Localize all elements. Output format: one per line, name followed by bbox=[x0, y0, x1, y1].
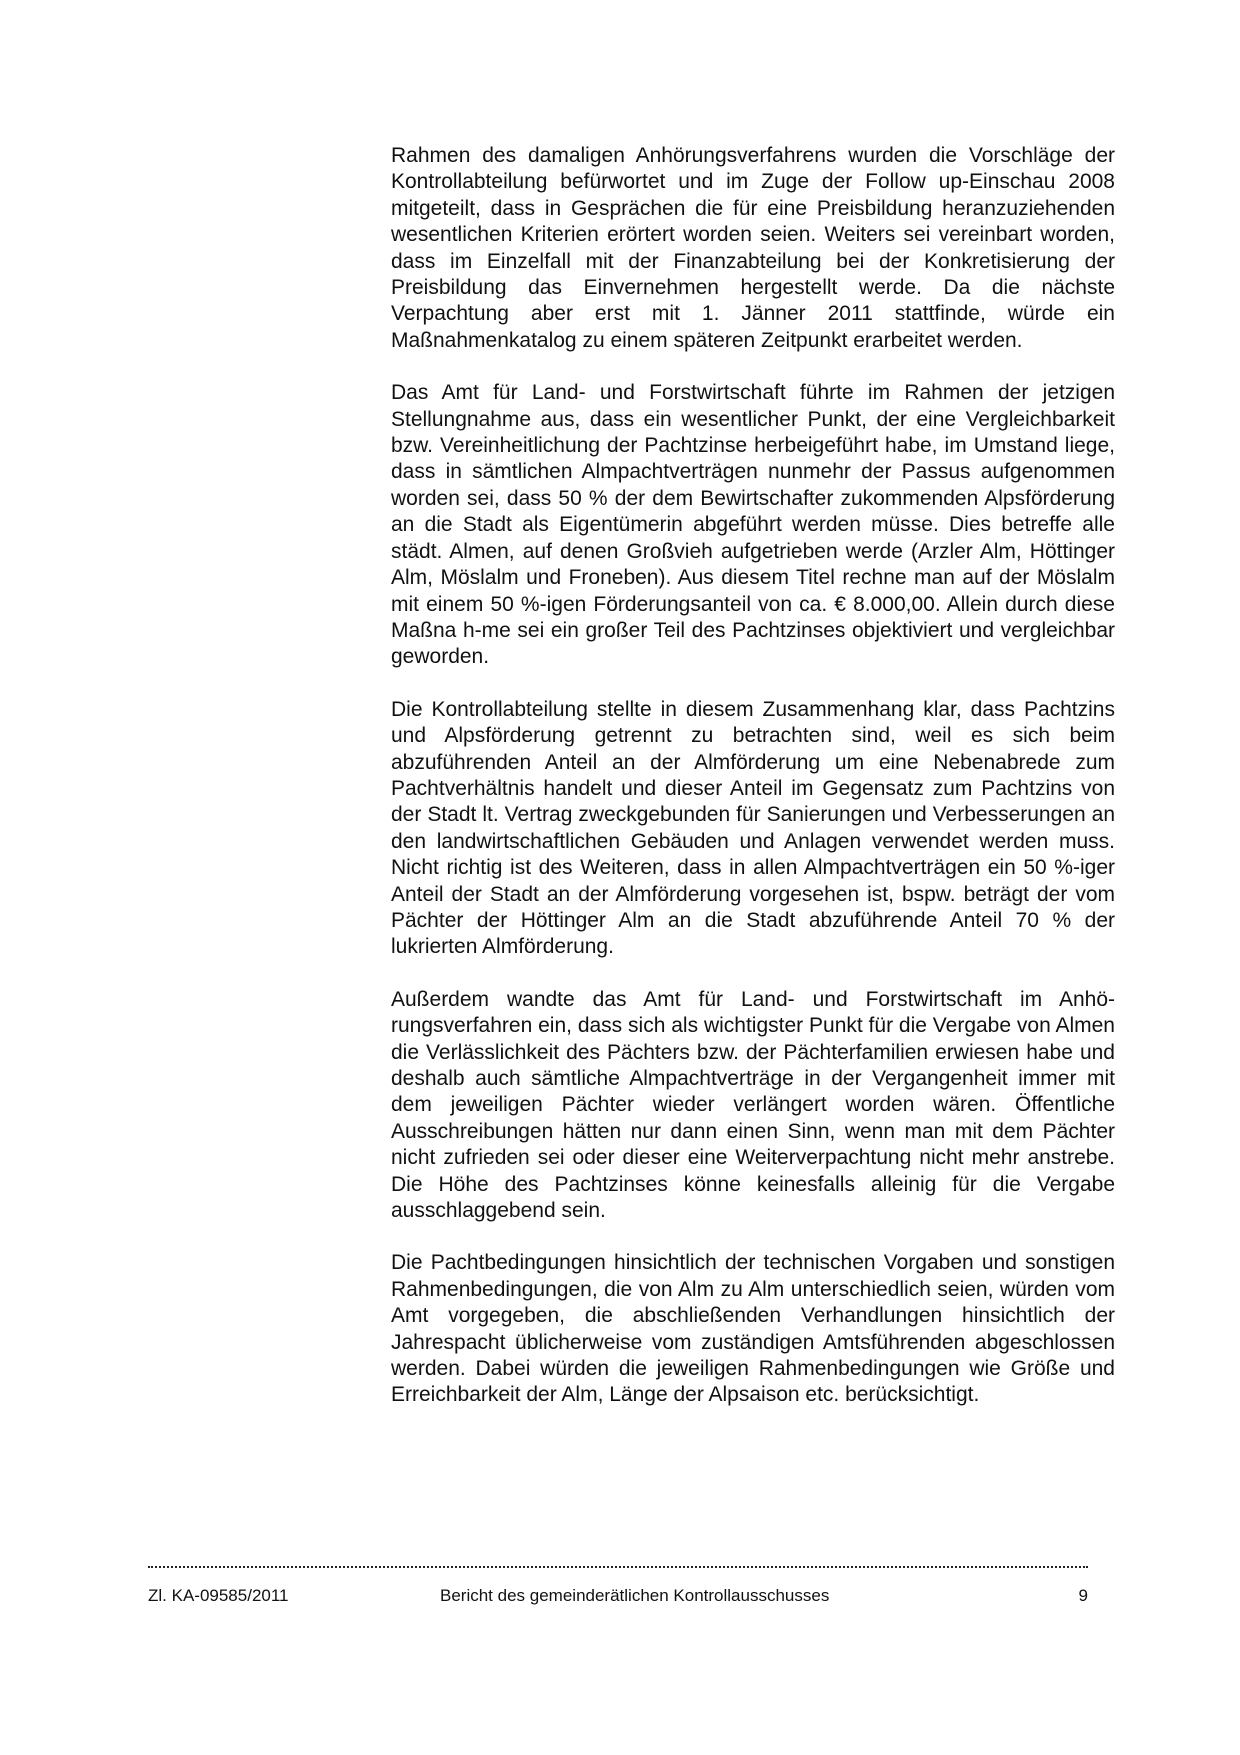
paragraph-2: Das Amt für Land- und Forstwirtschaft führte im Rahmen der jetzigen Stellungnahme aus, dass ein wesentlicher Punkt, der eine Vergleichbarkeit bzw. Vereinheitlichung der Pachtzinse herbeigeführt habe, im Umstand liege, dass in sämtlichen Almpachtverträgen nunmehr der Passus aufgenommen worden sei, dass 50 % der dem Bewirtschafter zukommenden Alpsförderung an die Stadt als Eigentümerin abgeführt werden müsse. Dies betreffe alle städt. Almen, auf denen Großvieh aufgetrieben werde (Arzler Alm, Höttinger Alm, Möslalm und Froneben). Aus diesem Titel rechne man auf der Möslalm mit einem 50 %-igen Förderungsanteil von ca. € 8.000,00. Allein durch diese Maßna h-me sei ein großer Teil des Pachtzinses objektiviert und vergleichbar geworden. bbox=[391, 381, 1115, 669]
paragraph-4: Außerdem wandte das Amt für Land- und Forstwirtschaft im Anhörungsverfahren ein, dass sich als wichtigster Punkt für die Vergabe von Almen die Verlässlichkeit des Pächters bzw. der Pächterfamilien erwiesen habe und deshalb auch sämtliche Almpachtverträge in der Vergangenheit immer mit dem jeweiligen Pächter wieder verlängert worden wären. Öffentliche Ausschreibungen hätten nur dann einen Sinn, wenn man mit dem Pächter nicht zufrieden sei oder dieser eine Weiterverpachtung nicht mehr anstrebe. Die Höhe des Pachtzinses könne keinesfalls alleinig für die Vergabe ausschlaggebend sein. bbox=[391, 987, 1115, 1223]
paragraph-5: Die Pachtbedingungen hinsichtlich der technischen Vorgaben und sonstigen Rahmenbedingungen, die von Alm zu Alm unterschiedlich seien, würden vom Amt vorgegeben, die abschließenden Verhandlungen hinsichtlich der Jahrespacht üblicherweise vom zuständigen Amtsführenden abgeschlossen werden. Dabei würden die jeweiligen Rahmenbedingungen wie Größe und Erreichbarkeit der Alm, Länge der Alpsaison etc. berücksichtigt. bbox=[391, 1251, 1115, 1407]
paragraph-3: Die Kontrollabteilung stellte in diesem Zusammenhang klar, dass Pachtzins und Alpsförderung getrennt zu betrachten sind, weil es sich beim abzuführenden Anteil an der Almförderung um eine Nebenabrede zum Pachtverhältnis handelt und dieser Anteil im Gegensatz zum Pachtzins von der Stadt lt. Vertrag zweckgebunden für Sanierungen und Verbesserungen an den landwirtschaftlichen Gebäuden und Anlagen verwendet werden muss. Nicht richtig ist des Weiteren, dass in allen Almpachtverträgen ein 50 %-iger Anteil der Stadt an der Almförderung vorgesehen ist, bspw. beträgt der vom Pächter der Höttinger Alm an die Stadt abzuführende Anteil 70 % der lukrierten Almförderung. bbox=[391, 697, 1115, 959]
paragraph-1: Rahmen des damaligen Anhörungsverfahrens wurden die Vorschläge der Kontrollabteilung befürwortet und im Zuge der Follow up-Einschau 2008 mitgeteilt, dass in Gesprächen die für eine Preisbildung heranzuziehenden wesentlichen Kriterien erörtert worden seien. Weiters sei vereinbart worden, dass im Einzelfall mit der Finanzabteilung bei der Konkretisierung der Preisbildung das Einvernehmen hergestellt werde. Da die nächste Verpachtung aber erst mit 1. Jänner 2011 stattfinde, würde ein Maßnahmenkatalog zu einem späteren Zeitpunkt erarbeitet werden. bbox=[391, 144, 1115, 352]
page-footer bbox=[148, 1585, 1088, 1609]
footer-reference: Zl. KA-09585/2011 bbox=[148, 1586, 289, 1605]
page-number: 9 bbox=[1078, 1586, 1088, 1605]
document-body bbox=[391, 143, 1115, 1435]
footer-divider bbox=[148, 1566, 1088, 1568]
footer-report-title: Bericht des gemeinderätlichen Kontrollausschusses bbox=[440, 1586, 830, 1605]
